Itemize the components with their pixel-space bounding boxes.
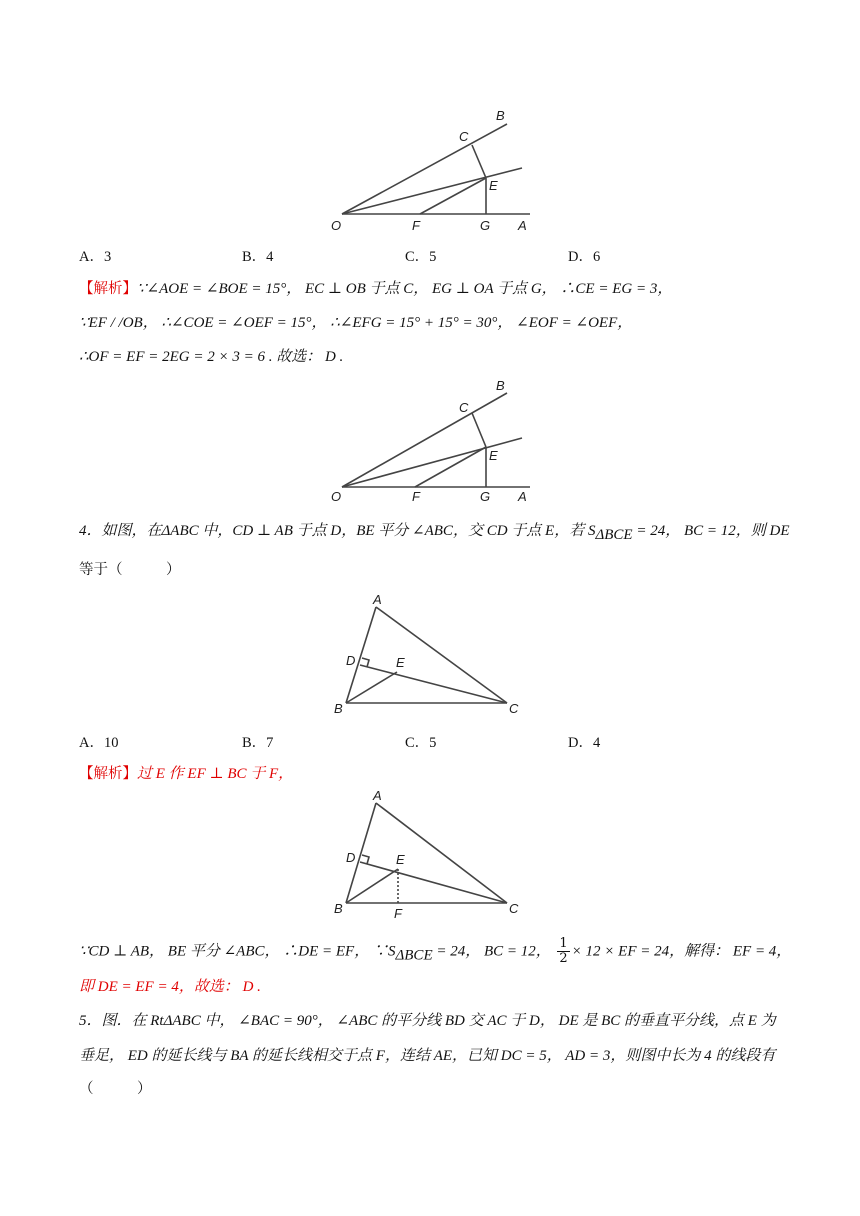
label-C: C — [459, 129, 469, 144]
option-d: D．4 — [568, 735, 601, 751]
label-O: O — [331, 218, 342, 233]
analysis-tag: 【解析】 — [79, 766, 137, 782]
q3-analysis-line-1: 【解析】∵∠AOE = ∠BOE = 15°， EC ⊥ OB 于点 C， EG ⊥ OA 于点 G， ∴CE = EG = 3， — [79, 281, 673, 297]
label-E: E — [396, 852, 405, 867]
angle-bisector-figure-1 — [0, 0, 860, 240]
q4-stem-line-2: 等于（ ） — [79, 562, 181, 578]
q3-analysis-line-3: ∴OF = EF = 2EG = 2 × 3 = 6 . 故选： D . — [79, 349, 344, 365]
option-c: C．5 — [405, 735, 437, 751]
label-B: B — [496, 378, 505, 393]
q4-stem-line-1: 4．如图，在ΔABC 中，CD ⊥ AB 于点 D，BE 平分 ∠ABC，交 CD 于点 E，若 $S_{\Delta BCE} = 24$， BC = 12，则 DE — [79, 523, 790, 543]
triangle-figure-2 — [0, 785, 860, 925]
label-C: C — [459, 400, 469, 415]
label-F: F — [412, 218, 420, 233]
label-B: B — [334, 901, 343, 916]
label-E: E — [396, 655, 405, 670]
option-a: A．10 — [79, 735, 119, 751]
label-D: D — [346, 850, 356, 865]
q5-stem-line-3: （ ） — [79, 1081, 152, 1097]
option-b: B．4 — [242, 249, 274, 265]
label-C: C — [509, 701, 519, 716]
label-B: B — [496, 108, 505, 123]
analysis-tag: 【解析】 — [79, 281, 137, 297]
label-G: G — [480, 489, 491, 504]
label-F: F — [394, 906, 402, 921]
q4-analysis-head: 【解析】过 E 作 EF ⊥ BC 于 F， — [79, 766, 294, 782]
label-A: A — [518, 218, 527, 233]
triangle-figure-1 — [0, 590, 860, 720]
q3-analysis-line-2: ∵EF / /OB， ∴∠COE = ∠OEF = 15°， ∴∠EFG = 15° + 15° = 30°， ∠EOF = ∠OEF， — [79, 315, 633, 331]
option-a: A．3 — [79, 249, 112, 265]
label-F: F — [412, 489, 420, 504]
label-O: O — [331, 489, 342, 504]
q5-stem-line-1: 5．图．在 RtΔABC 中， ∠BAC = 90°， ∠ABC 的平分线 BD 交 AC 于 D， DE 是 BC 的垂直平分线，点 E 为 — [79, 1013, 776, 1029]
label-G: G — [480, 218, 491, 233]
option-d: D．6 — [568, 249, 601, 265]
label-A: A — [373, 592, 382, 607]
label-A: A — [518, 489, 527, 504]
label-E: E — [489, 178, 498, 193]
angle-bisector-figure-2 — [0, 370, 860, 510]
q5-stem-line-2: 垂足， ED 的延长线与 BA 的延长线相交于点 F，连结 AE，已知 DC = 5， AD = 3，则图中长为 4 的线段有 — [79, 1048, 776, 1064]
option-b: B．7 — [242, 735, 274, 751]
option-c: C．5 — [405, 249, 437, 265]
label-C: C — [509, 901, 519, 916]
label-B: B — [334, 701, 343, 716]
label-D: D — [346, 653, 356, 668]
q4-analysis-line-1: ∵CD ⊥ AB， BE 平分 ∠ABC， ∴DE = EF， $\because S_{\Delta BCE} = 24$， BC = 12， $\frac{1}{2}$ × 12 × EF = 24，解得： EF = 4， — [79, 936, 792, 966]
label-E: E — [489, 448, 498, 463]
fraction-one-half: $\frac{1}{2}$ — [559, 936, 568, 966]
q4-analysis-line-2: 即 DE = EF = 4，故选： D . — [79, 979, 261, 995]
label-A: A — [373, 788, 382, 803]
